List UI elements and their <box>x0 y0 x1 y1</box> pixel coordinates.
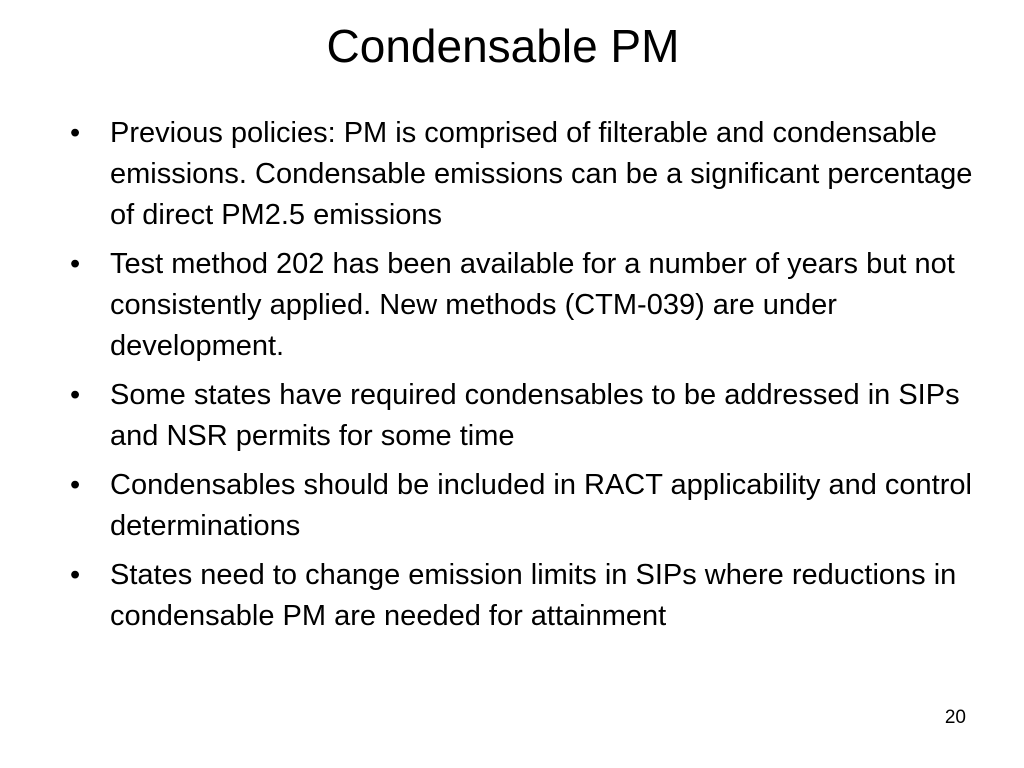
bullet-text: Test method 202 has been available for a number of years but not consistently applied. New methods (CTM-039) are under development. <box>110 248 955 362</box>
bullet-text: Condensables should be included in RACT applicability and control determinations <box>110 469 972 542</box>
bullet-item-5 <box>70 555 980 637</box>
bullet-item-2 <box>70 244 980 367</box>
bullet-item-1 <box>70 113 980 236</box>
bullet-item-4 <box>70 465 980 547</box>
bullet-text: Previous policies: PM is comprised of filterable and condensable emissions. Condensable emissions can be a significant percentage of direct PM2.5 emissions <box>110 117 973 231</box>
bullet-dot-icon: • <box>70 559 81 591</box>
bullet-dot-icon: • <box>70 117 81 149</box>
bullet-dot-icon: • <box>70 469 81 501</box>
bullet-dot-icon: • <box>70 379 81 411</box>
slide-number: 20 <box>944 707 966 728</box>
bullet-list <box>70 113 980 645</box>
bullet-text: States need to change emission limits in SIPs where reductions in condensable PM are needed for attainment <box>110 559 957 632</box>
slide-title: Condensable PM <box>326 20 680 72</box>
bullet-dot-icon: • <box>70 248 81 280</box>
bullet-text: Some states have required condensables to be addressed in SIPs and NSR permits for some time <box>110 379 960 452</box>
bullet-item-3 <box>70 375 980 457</box>
